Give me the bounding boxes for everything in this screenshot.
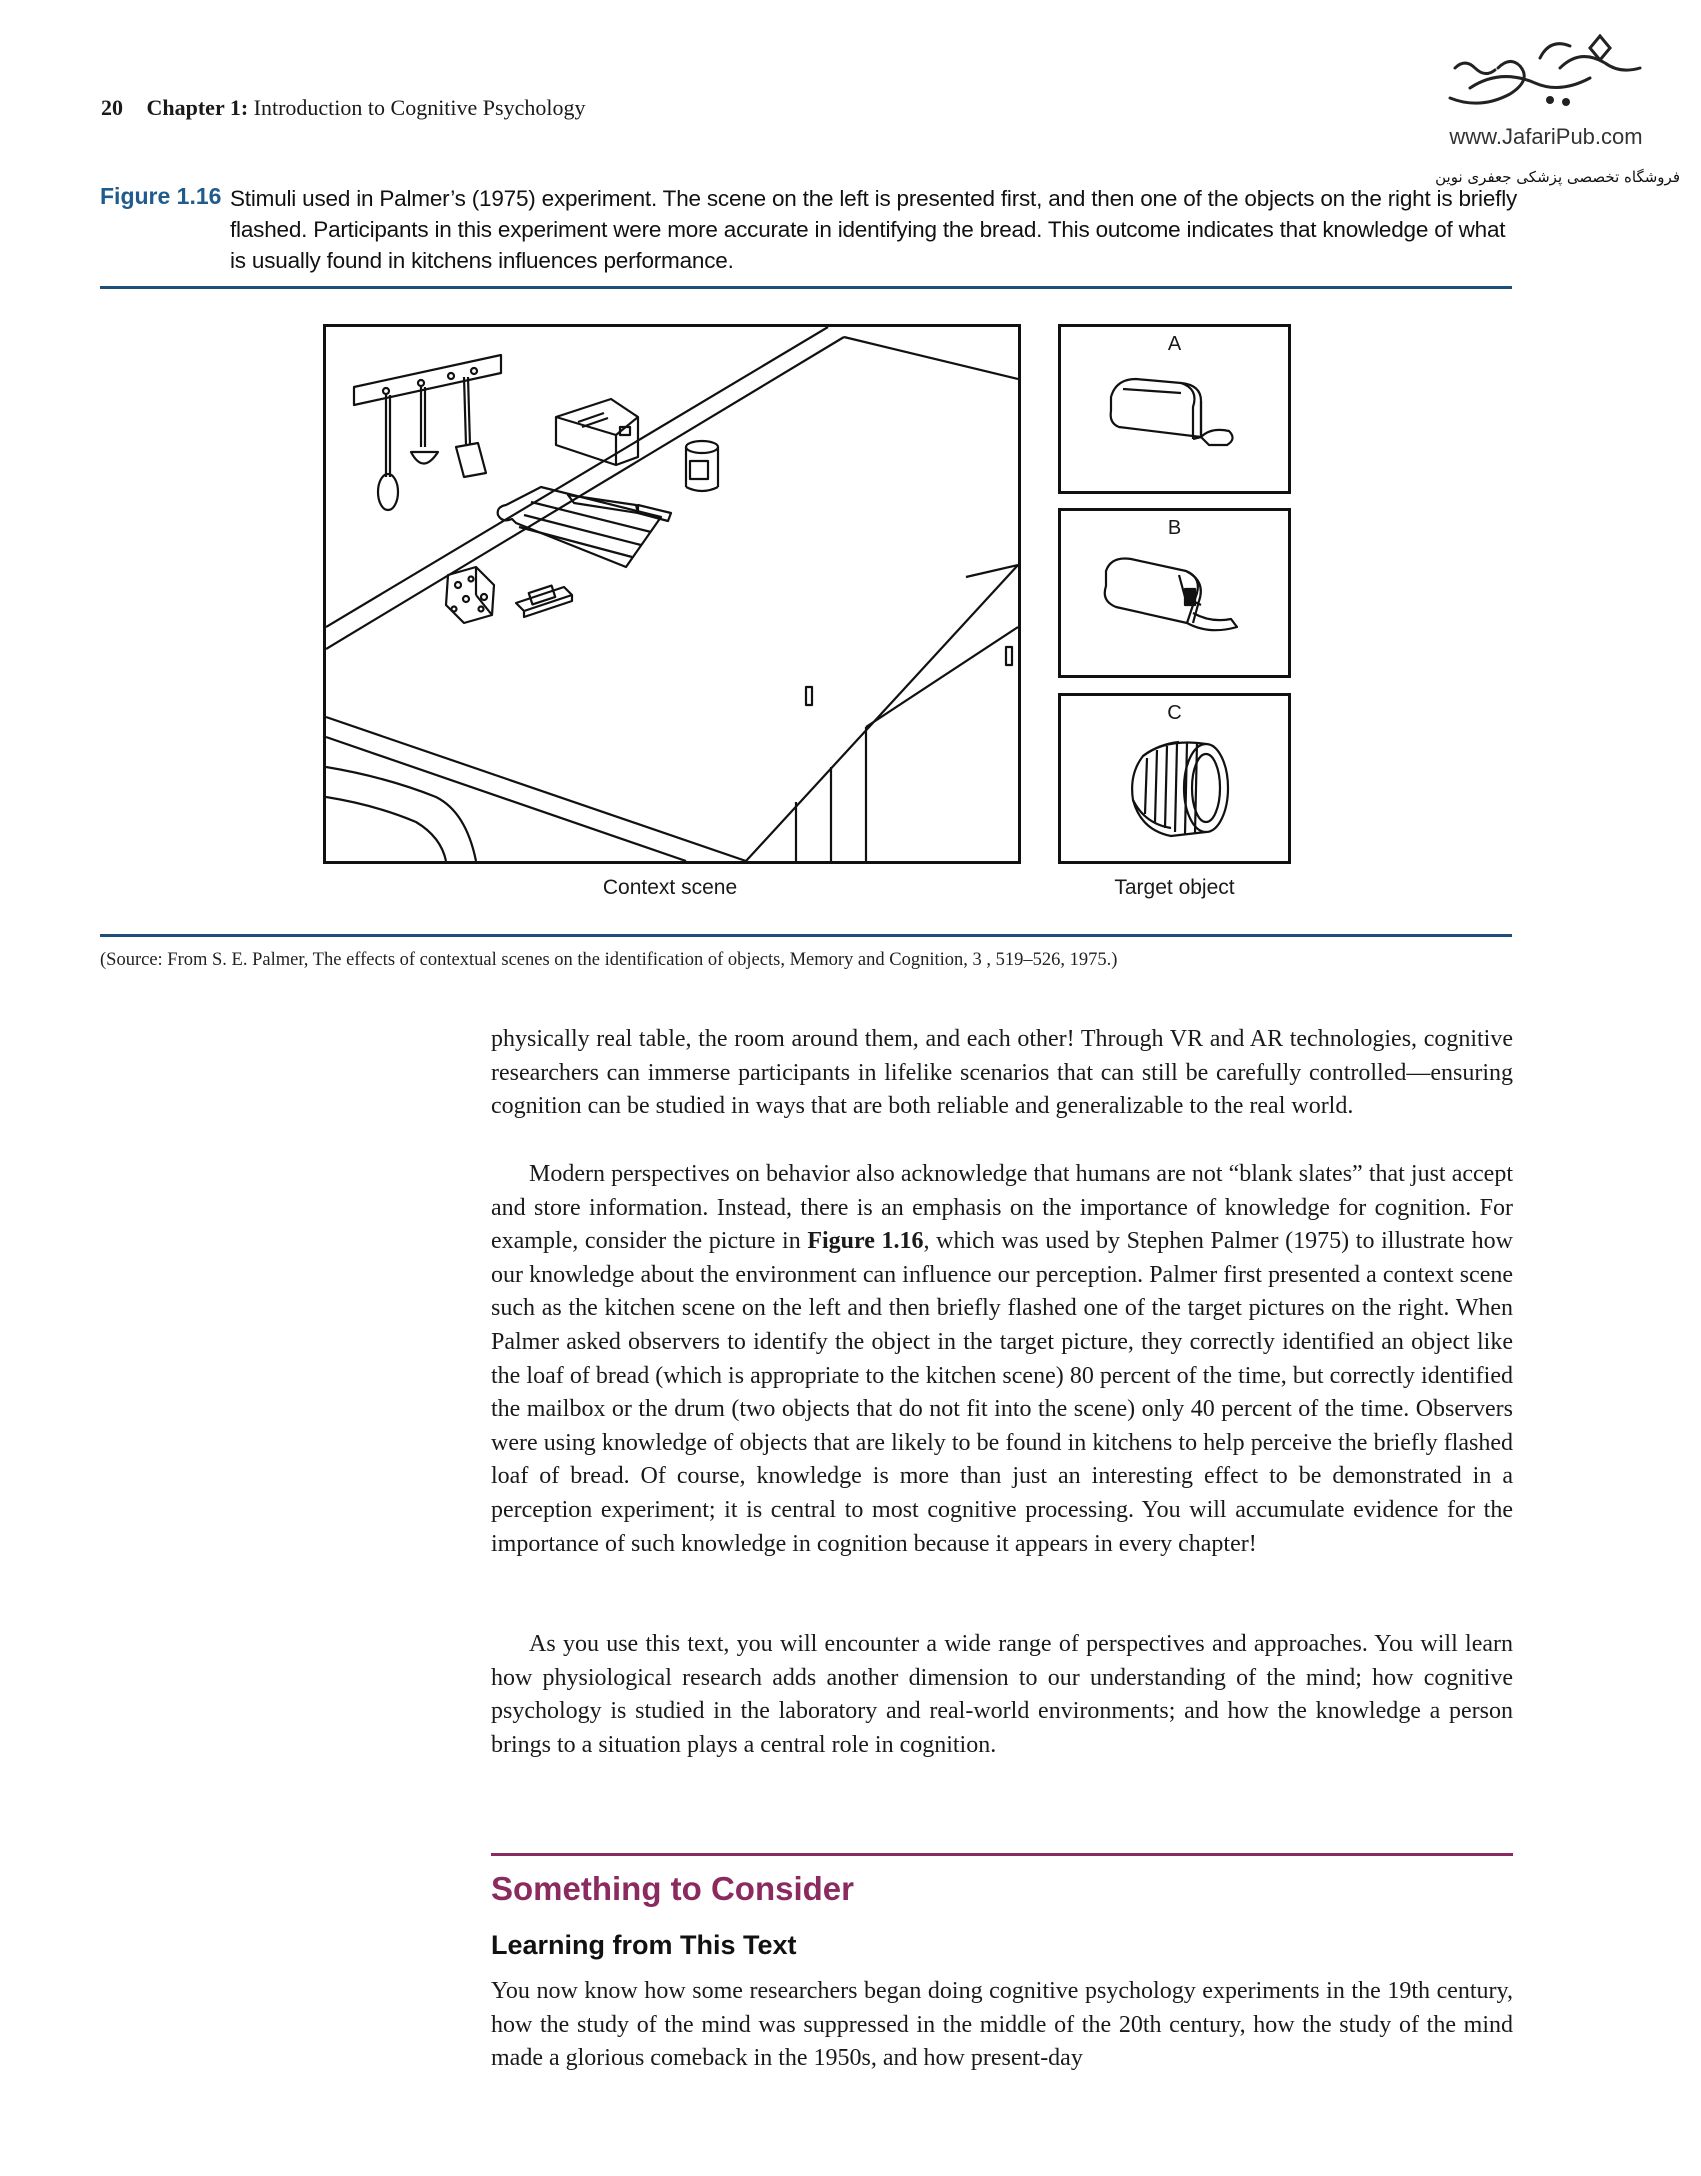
figure-reference: Figure 1.16 [807, 1228, 924, 1255]
page-number: 20 [101, 95, 123, 120]
figure-bottom-rule [100, 934, 1512, 937]
publisher-logo-mark [1440, 28, 1660, 120]
mailbox-illustration [1061, 511, 1288, 675]
target-label-a: A [1167, 333, 1182, 355]
publisher-url: www.JafariPub.com [1449, 124, 1643, 149]
paragraph-text: physically real table, the room around them, and each other! Through VR and AR technologies, cognitive researchers can immerse participants in lifelike scenarios that can still be carefully controlled—ensuring cognition can be studied in ways that are both reliable and generalizable to the real world. [491, 1026, 1513, 1120]
figure-label: Figure 1.16 [100, 183, 222, 209]
context-scene-panel [323, 324, 1021, 864]
target-panel-a [1058, 324, 1291, 494]
paragraph-text: As you use this text, you will encounter a wide range of perspectives and approaches. You will learn how physiological research adds another dimension to our understanding of the mind; how cognitive psychology is studied in the laboratory and real-world environments; and how the knowledge a person brings to a situation plays a central role in cognition. [491, 1631, 1513, 1758]
subsection-heading: Learning from This Text [491, 1930, 797, 1960]
body-paragraph [491, 1628, 1513, 1762]
drum-illustration [1061, 696, 1288, 861]
paragraph-text-part: Modern perspectives on behavior also acknowledge that humans are not “blank slates” that just accept and store information. Instead, there is an emphasis on the importance of knowledge for cognition. For example, consider the picture in [491, 1161, 1513, 1255]
section-rule [491, 1853, 1513, 1856]
chapter-label: Chapter 1: [146, 95, 249, 120]
running-header [101, 95, 585, 121]
bread-loaf-illustration [1061, 327, 1288, 491]
target-object-label: Target object [1114, 876, 1235, 899]
context-scene-label: Context scene [602, 876, 738, 899]
target-label-c: C [1167, 702, 1182, 724]
target-label-b: B [1167, 517, 1182, 539]
figure-source: (Source: From S. E. Palmer, The effects of contextual scenes on the identification of objects, Memory and Cognition, 3 , 519–526, 1975.) [100, 950, 1118, 970]
body-paragraph [491, 1158, 1513, 1561]
publisher-logo [1420, 28, 1680, 186]
paragraph-text: You now know how some researchers began doing cognitive psychology experiments in the 19th century, how the study of the mind was suppressed in the middle of the 20th century, how the study of the mind made a glorious comeback in the 1950s, and how present-day [491, 1978, 1513, 2072]
section-heading: Something to Consider [491, 1870, 854, 1907]
figure-top-rule [100, 286, 1512, 289]
target-panel-c [1058, 693, 1291, 864]
publisher-tagline: فروشگاه تخصصی پزشکی جعفری نوین [1435, 168, 1680, 186]
body-paragraph [491, 1023, 1513, 1124]
figure-caption: Stimuli used in Palmer’s (1975) experiment. The scene on the left is presented first, and then one of the objects on the right is briefly flashed. Participants in this experiment were more accurate in identifying the bread. This outcome indicates that knowledge of what is usually found in kitchens influences performance. [230, 186, 1518, 273]
kitchen-scene-illustration [326, 327, 1018, 861]
body-paragraph [491, 1975, 1513, 2076]
paragraph-text-part: , which was used by Stephen Palmer (1975) to illustrate how our knowledge about the environment can influence our perception. Palmer first presented a context scene such as the kitchen scene on the left and then briefly flashed one of the target pictures on the right. When Palmer asked observers to identify the object in the target picture, they correctly identified an object like the loaf of bread (which is appropriate to the kitchen scene) 80 percent of the time, but correctly identified the mailbox or the drum (two objects that do not fit into the scene) only 40 percent of the time. Observers were using knowledge of objects that are likely to be found in kitchens to help perceive the briefly flashed loaf of bread. Of course, knowledge is more than just an interesting effect to be demonstrated in a perception experiment; it is central to most cognitive processing. You will accumulate evidence for the importance of such knowledge in cognition because it appears in every chapter! [491, 1228, 1513, 1557]
target-panel-b [1058, 508, 1291, 678]
paragraph-text [491, 1158, 1513, 1561]
chapter-title: Introduction to Cognitive Psychology [253, 95, 586, 120]
